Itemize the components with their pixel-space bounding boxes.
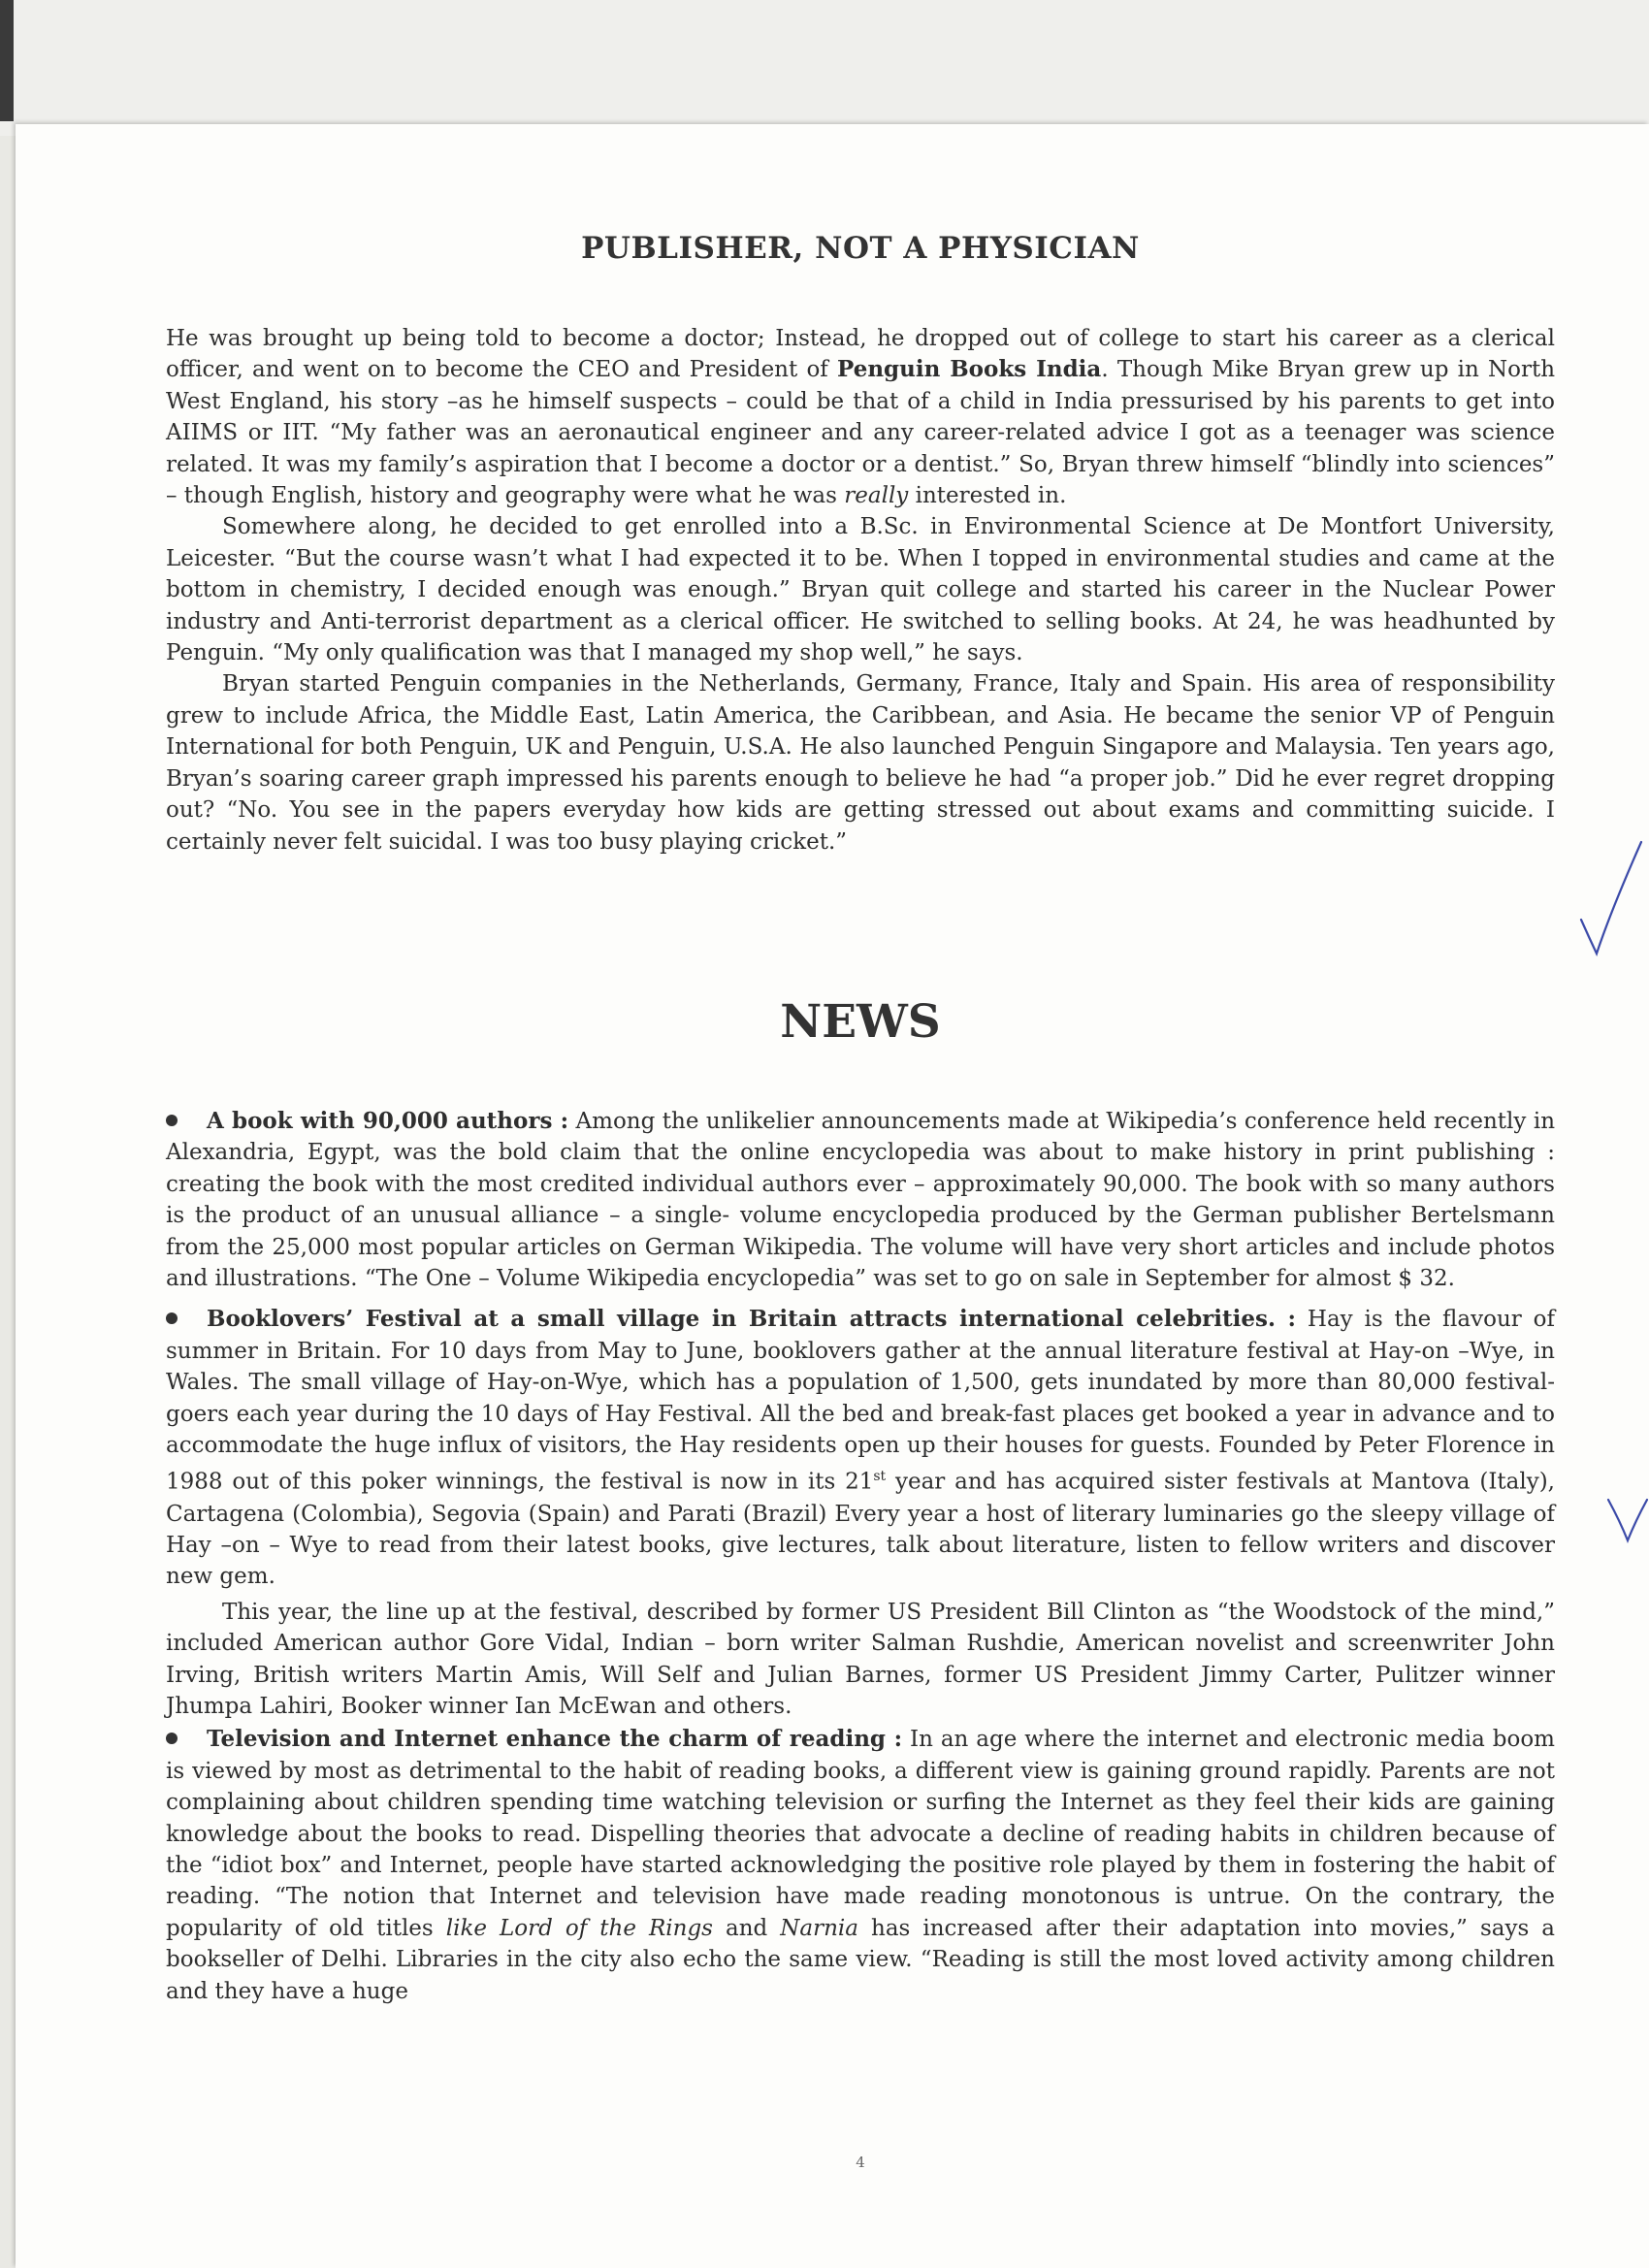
bullet-icon: [166, 1733, 178, 1744]
news-item-2-body-b: year and has acquired sister festivals at Mantova (Italy), Cartagena (Colombia), Segovia (Spain) and Parati (Brazil) Every year a host of literary luminaries go the sleepy village of Hay –on – Wye to read from their latest books, give lectures, talk about literature, listen to fellow writers and discover new gem.: [166, 1470, 1555, 1590]
paragraph-2: Somewhere along, he decided to get enrolled into a B.Sc. in Environmental Science at De Montfort University, Leicester. “But the course wasn’t what I had expected it to be. When I topped in environmental studies and came at the bottom in chemistry, I decided enough was enough.” Bryan quit college and started his career in the Nuclear Power industry and Anti-terrorist department as a clerical officer. He switched to selling books. At 24, he was headhunted by Penguin. “My only qualification was that I managed my shop well,” he says.: [166, 514, 1555, 666]
really-italic: really: [844, 483, 909, 509]
section-title-news: NEWS: [780, 995, 941, 1049]
news-item-2-followup: This year, the line up at the festival, described by former US President Bill Clinton as “the Woodstock of the mind,” included American author Gore Vidal, Indian – born writer Salman Rushdie, American novelist and screenwriter John Irving, British writers Martin Amis, Will Self and Julian Barnes, former US President Jimmy Carter, Pulitzer winner Jhumpa Lahiri, Booker winner Ian McEwan and others.: [166, 1599, 1555, 1719]
page-number: 4: [856, 2154, 865, 2171]
lord-of-the-rings-italic: like Lord of the Rings: [445, 1915, 713, 1941]
news-item-3-and: and: [712, 1915, 781, 1941]
news-item-2: [166, 1304, 1555, 1592]
article-publisher: [166, 323, 1555, 858]
bullet-icon: [166, 1115, 178, 1126]
superscript-st: st: [873, 1469, 887, 1485]
document-page: [16, 124, 1649, 2268]
news-item-2-body-a: Hay is the flavour of summer in Britain. For 10 days from May to June, booklovers gather at the annual literature festival at Hay-on –Wye, in Wales. The small village of Hay-on-Wye, which has a population of 1,500, gets inundated by more than 80,000 festival-goers each year during the 10 days of Hay Festival. All the bed and break-fast places get booked a year in advance and to accommodate the huge influx of visitors, the Hay residents open up their houses for guests. Founded by Peter Florence in 1988 out of this poker winnings, the festival is now in its 21: [166, 1307, 1555, 1496]
news-item-2-heading: Booklovers’ Festival at a small village in Britain attracts international celebrities. :: [207, 1306, 1297, 1333]
paragraph-1-text-b: . Though Mike Bryan grew up in North West England, his story –as he himself suspects – could be that of a child in India pressurised by his parents to get into AIIMS or IIT. “My father was an aeronautical engineer and any career-related advice I got as a teenager was science related. It was my family’s aspiration that I become a doctor or a dentist.” So, Bryan threw himself “blindly into sciences” – though English, history and geography were what he was: [166, 357, 1556, 509]
bullet-icon: [166, 1312, 178, 1324]
penguin-books-india-bold: Penguin Books India: [837, 356, 1102, 383]
news-item-1-heading: A book with 90,000 authors :: [207, 1108, 569, 1134]
pen-checkmark-icon: [1606, 1492, 1649, 1570]
news-item-3-heading: Television and Internet enhance the charm of reading :: [207, 1726, 903, 1753]
paragraph-1-text-a: He was brought up being told to become a doctor; Instead, he dropped out of college to start his career as a clerical officer, and went on to become the CEO and President of: [166, 326, 1555, 383]
paragraph-1: [166, 323, 1555, 511]
section-title-publisher: PUBLISHER, NOT A PHYSICIAN: [581, 231, 1140, 266]
narnia-italic: Narnia: [780, 1915, 858, 1941]
news-section: [166, 1106, 1555, 2007]
scan-background: [0, 0, 1649, 136]
paragraph-3: Bryan started Penguin companies in the Netherlands, Germany, France, Italy and Spain. His area of responsibility grew to include Africa, the Middle East, Latin America, the Caribbean, and Asia. He became the senior VP of Penguin International for both Penguin, UK and Penguin, U.S.A. He also launched Penguin Singapore and Malaysia. Ten years ago, Bryan’s soaring career graph impressed his parents enough to believe he had “a proper job.” Did he ever regret dropping out? “No. You see in the papers everyday how kids are getting stressed out about exams and committing suicide. I certainly never felt suicidal. I was too busy playing cricket.”: [166, 671, 1555, 855]
pen-checkmark-icon: [1577, 823, 1645, 978]
news-item-3-body-b: has increased after their adaptation into movies,” says a bookseller of Delhi. Libraries in the city also echo the same view. “Reading is still the most loved activity among children and they have a huge: [166, 1915, 1555, 2004]
news-item-1-body: Among the unlikelier announcements made at Wikipedia’s conference held recently in Alexandria, Egypt, was the bold claim that the online encyclopedia was about to make history in print publishing : creating the book with the most credited individual authors ever – approximately 90,000. The book with so many authors is the product of an unusual alliance – a single- volume encyclopedia produced by the German publisher Bertelsmann from the 25,000 most popular articles on German Wikipedia. The volume will have very short articles and include photos and illustrations. “The One – Volume Wikipedia encyclopedia” was set to go on sale in September for almost $ 32.: [166, 1109, 1556, 1292]
paragraph-1-text-c: interested in.: [908, 483, 1067, 509]
news-item-3-body-a: In an age where the internet and electronic media boom is viewed by most as detrimental to the habit of reading books, a different view is gaining ground rapidly. Parents are not complaining about children spending time watching television or surfing the Internet as they feel their kids are gaining knowledge about the books to read. Dispelling theories that advocate a decline of reading habits in children because of the “idiot box” and Internet, people have started acknowledging the positive role played by them in fostering the habit of reading. “The notion that Internet and television have made reading monotonous is untrue. On the contrary, the popularity of old titles: [166, 1727, 1555, 1941]
news-item-3: [166, 1724, 1555, 2007]
news-item-1: [166, 1106, 1555, 1294]
scan-binding-edge: [0, 0, 14, 121]
